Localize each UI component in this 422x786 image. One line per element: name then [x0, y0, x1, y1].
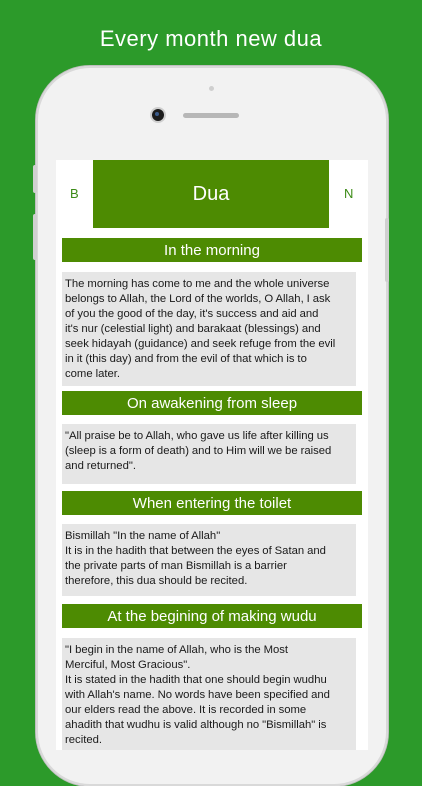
next-button[interactable]: N — [344, 186, 354, 201]
front-camera-icon — [152, 109, 164, 121]
page-title: Dua — [93, 160, 329, 228]
proximity-sensor — [209, 86, 214, 91]
section-title-wudu: At the begining of making wudu — [62, 604, 362, 628]
section-title-awakening: On awakening from sleep — [62, 391, 362, 415]
section-body-wudu: "I begin in the name of Allah, who is the Most Merciful, Most Gracious". It is stated in the hadith that one should begin wudhu with Allah's name. No words have been specified and our elders read the above. It is recorded in some ahadith that wudhu is valid although no "Bismillah" is recited. — [62, 638, 356, 750]
section-title-morning: In the morning — [62, 238, 362, 262]
promo-headline: Every month new dua — [99, 26, 323, 51]
mute-switch — [33, 165, 37, 193]
section-body-morning: The morning has come to me and the whole universe belongs to Allah, the Lord of the worlds, O Allah, I ask of you the good of the day, it's success and aid and it's nur (celestial light) and barakaat (blessings) and seek hidayah (guidance) and seek refuge from the evil in it (this day) and from the evil of that which is to come later. — [62, 272, 356, 386]
power-button — [385, 218, 389, 282]
section-body-awakening: "All praise be to Allah, who gave us life after killing us (sleep is a form of death) and to Him will we be raised and returned". — [62, 424, 356, 484]
section-body-toilet: Bismillah "In the name of Allah" It is in the hadith that between the eyes of Satan and the private parts of man Bismillah is a barrier therefore, this dua should be recited. — [62, 524, 356, 596]
earpiece-speaker — [183, 113, 239, 118]
app-screen — [56, 160, 368, 750]
back-button[interactable]: B — [70, 186, 79, 201]
volume-button — [33, 214, 37, 260]
section-title-toilet: When entering the toilet — [62, 491, 362, 515]
